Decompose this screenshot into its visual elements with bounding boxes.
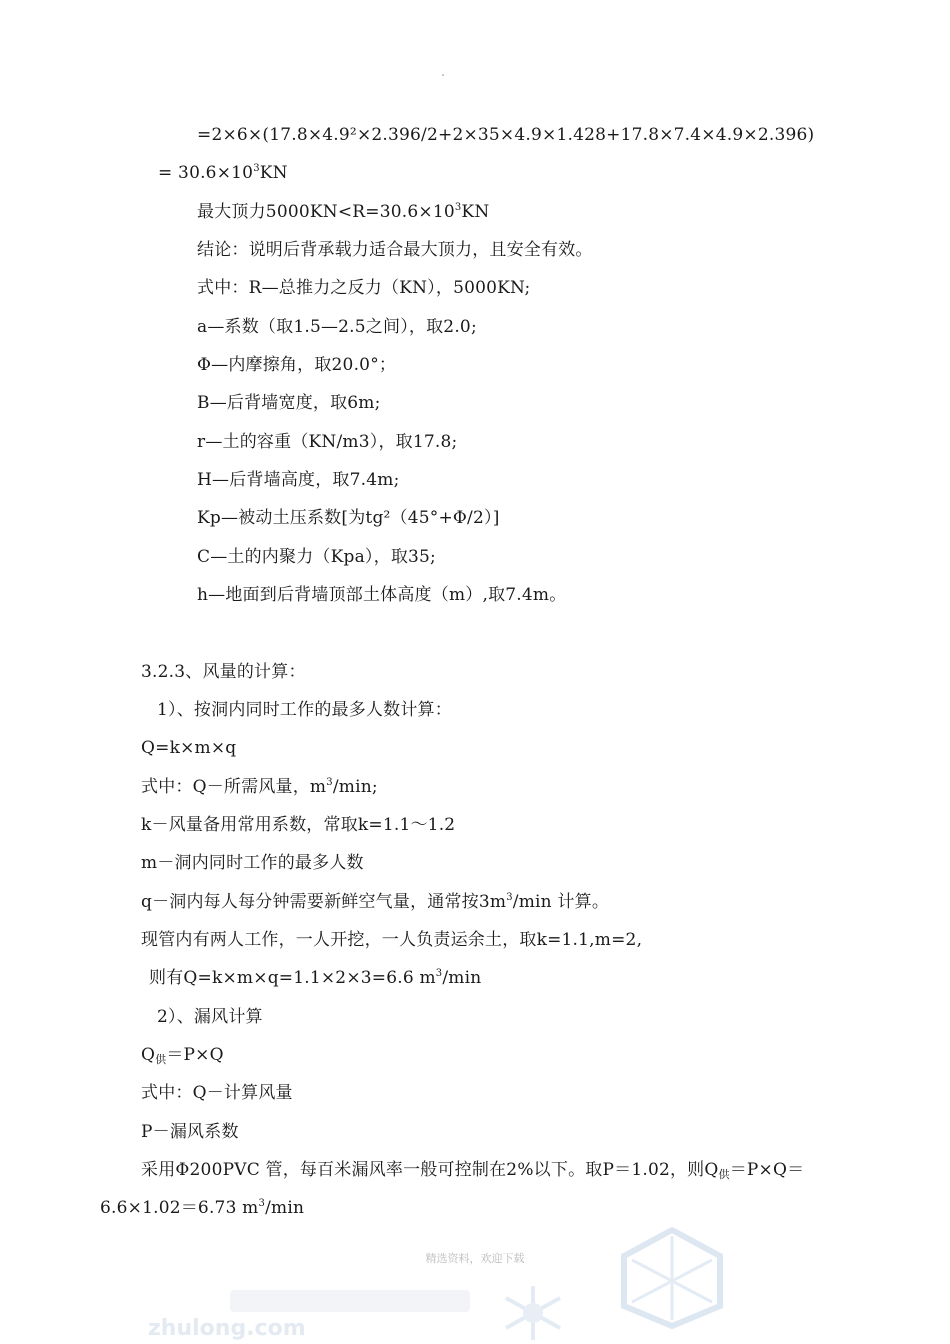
pipe-subscript: 供 [718,1168,730,1181]
result-text: = 30.6×10 [158,163,254,183]
max-force-text: 最大顶力5000KN<R=30.6×10 [197,202,455,222]
result-unit: KN [259,163,288,183]
air-result-unit: /min [442,968,482,988]
def-r-density-line [197,430,457,454]
final-result-unit: /min [265,1198,305,1218]
watermark-text: zhulong.com [148,1316,306,1341]
def-k-text: k－风量备用常用系数，常取k=1.1～1.2 [141,815,456,835]
subsection-1-text: 1）、按洞内同时工作的最多人数计算： [157,700,452,720]
conclusion-text: 结论：说明后背承载力适合最大顶力，且安全有效。 [197,240,593,260]
subsection-1-heading [157,698,452,722]
def-phi-text: Φ—内摩擦角，取20.0°； [197,355,397,375]
pipe-line [141,1158,804,1182]
result-line [158,161,288,185]
def-h-text: H—后背墙高度，取7.4m; [197,470,400,490]
air-result-line [149,966,481,990]
def-q-exponent: 3 [326,777,333,788]
final-result-text: 6.6×1.02＝6.73 m [100,1198,259,1218]
def-b-text: B—后背墙宽度，取6m; [197,393,381,413]
def-a-text: a—系数（取1.5—2.5之间），取2.0; [197,317,477,337]
def-p-line [141,1120,239,1144]
pipe-formula-rest: ＝P×Q＝ [729,1160,805,1180]
max-force-exponent: 3 [454,202,462,213]
def-b-line [197,391,381,415]
snowflake-watermark-icon [612,1222,732,1332]
def-calc-air-text: 式中：Q－计算风量 [141,1083,293,1103]
def-m-line [141,851,364,875]
air-result-exponent: 3 [435,968,443,979]
def-q-line [141,775,378,799]
def-c-line [197,545,436,569]
def-kp-text: Kp—被动土压系数[为tg²（45°+Φ/2）] [197,508,500,528]
def-r-text: 式中：R—总推力之反力（KN），5000KN; [197,278,531,298]
supply-formula-rest: ＝P×Q [166,1045,224,1065]
def-phi-line [197,353,396,377]
final-result-line [100,1196,304,1220]
page-footer: 精选资料，欢迎下载 [425,1252,525,1265]
def-calc-air-line [141,1081,293,1105]
max-force-unit: KN [461,202,490,222]
def-r-density-text: r—土的容重（KN/m3），取17.8; [197,432,458,452]
def-q-per-person-unit: /min 计算。 [512,892,610,912]
supply-formula-q: Q [141,1045,156,1065]
max-force-line [197,200,489,224]
def-a-line [197,315,477,339]
def-q-per-person-exponent: 3 [506,892,513,903]
def-q-unit: /min; [332,777,378,797]
def-h-depth-text: h—地面到后背墙顶部土体高度（m）,取7.4m。 [197,585,567,605]
formula-line [197,123,814,147]
page-speck [442,74,444,76]
def-h-line [197,468,400,492]
section-heading-text: 3.2.3、风量的计算： [141,662,306,682]
def-q-per-person-text: q－洞内每人每分钟需要新鲜空气量，通常按3m [141,892,507,912]
def-c-text: C—土的内聚力（Kpa），取35; [197,547,436,567]
def-q-text: 式中：Q－所需风量，m [141,777,327,797]
subsection-2-text: 2）、漏风计算 [157,1007,263,1027]
def-r-line [197,276,530,300]
section-heading [141,660,306,684]
pipe-text: 采用Φ200PVC 管，每百米漏风率一般可控制在2%以下。取P＝1.02，则Q [141,1160,719,1180]
formula-text: =2×6×(17.8×4.9²×2.396/2+2×35×4.9×1.428+17.8×7.4×4.9×2.396) [197,125,815,145]
workers-text: 现管内有两人工作，一人开挖，一人负责运余土，取k=1.1,m=2, [141,930,643,950]
def-kp-line [197,506,500,530]
def-p-text: P－漏风系数 [141,1122,239,1142]
result-exponent: 3 [253,163,260,174]
supply-formula-line [141,1043,224,1067]
air-formula-text: Q=k×m×q [141,738,237,758]
supply-subscript: 供 [155,1053,167,1066]
subsection-2-heading [157,1005,263,1029]
def-m-text: m－洞内同时工作的最多人数 [141,853,364,873]
small-snowflake-watermark-icon [498,1282,568,1344]
final-result-exponent: 3 [258,1198,266,1209]
conclusion-line [197,238,593,262]
air-result-text: 则有Q=k×m×q=1.1×2×3=6.6 m [149,968,436,988]
workers-line [141,928,642,952]
def-h-depth-line [197,583,566,607]
air-formula-line [141,736,236,760]
watermark-smudge [230,1290,470,1312]
def-q-per-person-line [141,890,609,914]
def-k-line [141,813,455,837]
